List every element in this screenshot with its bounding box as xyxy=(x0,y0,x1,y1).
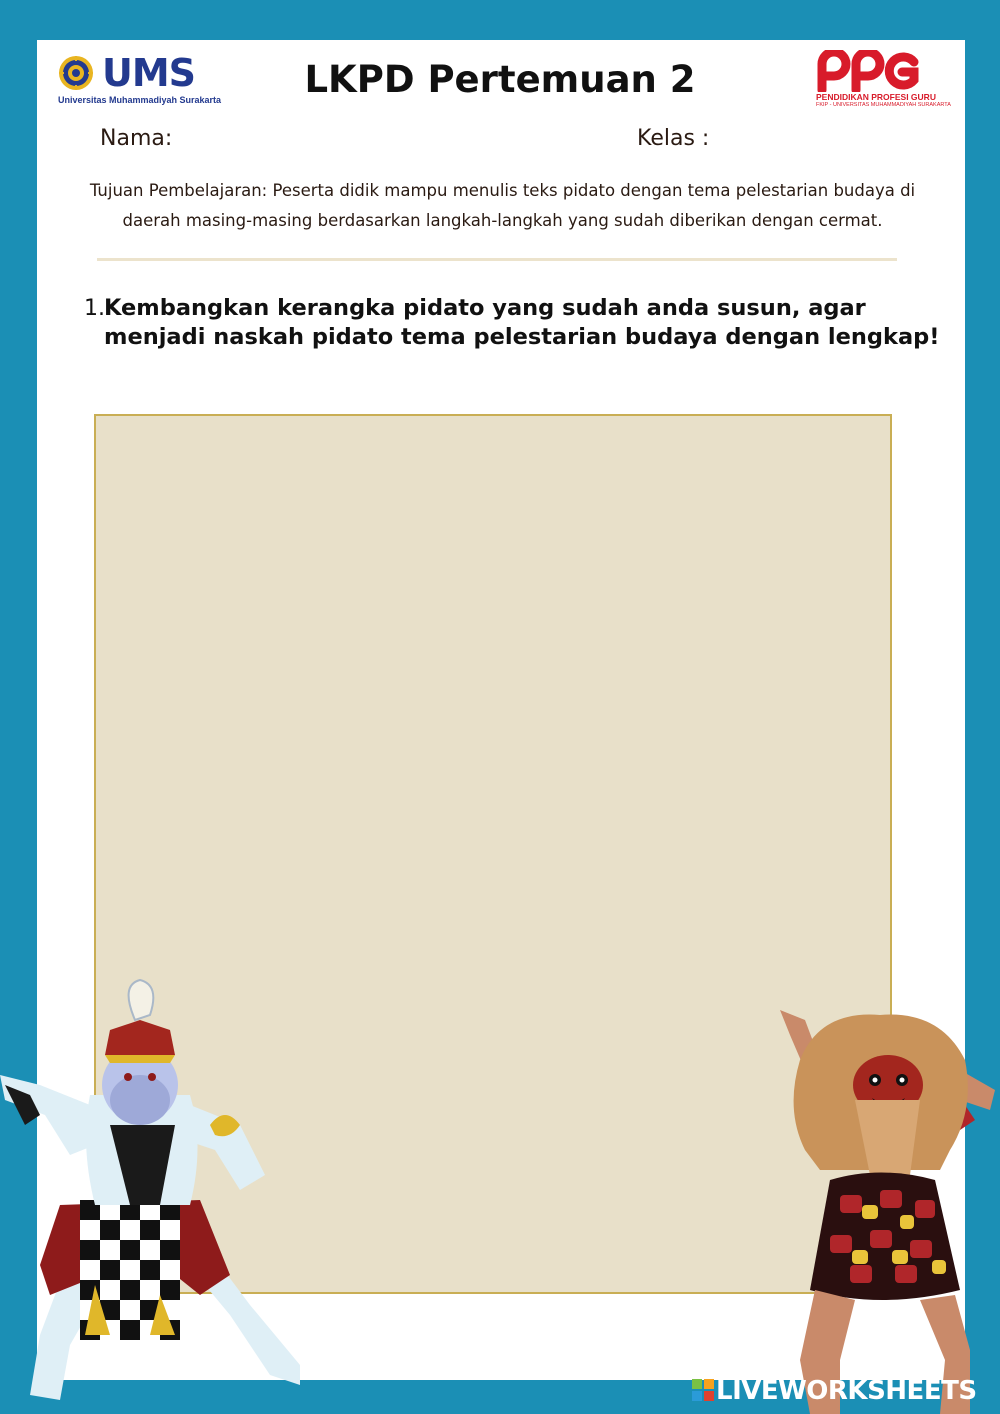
question-text: Kembangkan kerangka pidato yang sudah anda susun, agar menjadi naskah pidato tema pelestarian budaya dengan lengkap! xyxy=(104,295,940,350)
ums-logo-text: UMS xyxy=(102,51,196,95)
ppg-logo-icon xyxy=(814,50,922,92)
hanoman-dancer-illustration xyxy=(0,975,320,1414)
ums-logo-subtitle: Universitas Muhammadiyah Surakarta xyxy=(58,95,222,105)
question-number: 1. xyxy=(84,296,105,321)
svg-text:PPG: PPG xyxy=(867,80,869,81)
ppg-logo-subtitle-2: FKIP - UNIVERSITAS MUHAMMADIYAH SURAKARTA xyxy=(816,102,951,108)
page-title: LKPD Pertemuan 2 xyxy=(304,58,696,101)
barong-dancer-illustration xyxy=(760,1000,1000,1414)
ppg-logo-subtitle: PENDIDIKAN PROFESI GURU xyxy=(816,92,936,102)
name-label: Nama: xyxy=(100,126,173,151)
liveworksheets-watermark xyxy=(692,1376,992,1406)
watermark-text: LIVEWORKSHEETS xyxy=(716,1376,977,1406)
learning-objective: Tujuan Pembelajaran: Peserta didik mampu menulis teks pidato dengan tema pelestarian budaya di daerah masing-masing berdasarkan langkah-langkah yang sudah diberikan dengan cermat. xyxy=(89,181,916,230)
class-label: Kelas : xyxy=(637,126,710,151)
divider xyxy=(97,258,897,261)
ppg-logo xyxy=(812,50,951,112)
liveworksheets-logo-icon xyxy=(692,1379,714,1401)
